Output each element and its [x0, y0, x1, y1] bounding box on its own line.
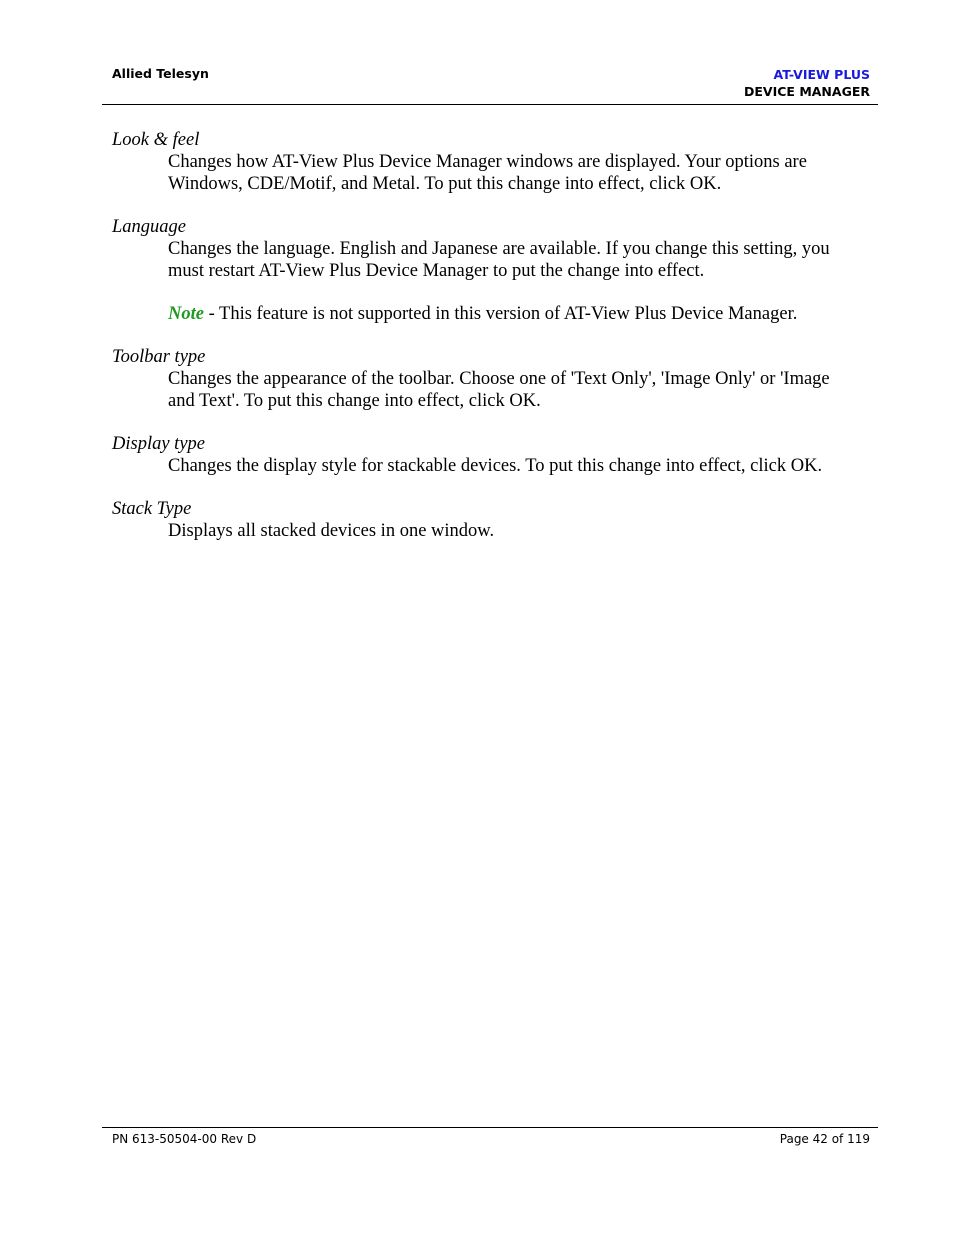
entry-definition-line: Displays all stacked devices in one window. — [168, 521, 495, 541]
entry-definition-line: Changes the language. English and Japanese are available. If you change this setting, you — [168, 239, 830, 259]
entry-language — [112, 216, 852, 325]
entry-term: Stack Type — [112, 499, 192, 519]
product-name: AT-VIEW PLUS — [773, 67, 870, 82]
entry-term: Look & feel — [112, 130, 200, 150]
entry-definition-line: Changes how AT-View Plus Device Manager windows are displayed. Your options are — [168, 152, 807, 172]
header-title-block — [744, 66, 870, 100]
entry-look-and-feel — [112, 129, 852, 195]
document-body — [112, 129, 852, 563]
entry-term: Display type — [112, 434, 205, 454]
header-divider — [102, 104, 878, 105]
company-name: Allied Telesyn — [112, 66, 209, 81]
entry-definition-line: must restart AT-View Plus Device Manager to put the change into effect. — [168, 261, 705, 281]
entry-definition-line: Changes the appearance of the toolbar. Choose one of 'Text Only', 'Image Only' or 'Image — [168, 369, 830, 389]
note-text: - This feature is not supported in this version of AT-View Plus Device Manager. — [203, 304, 798, 324]
footer-divider — [102, 1127, 878, 1128]
note-paragraph — [168, 303, 852, 325]
entry-term: Language — [112, 217, 186, 237]
entry-definition-line: Windows, CDE/Motif, and Metal. To put this change into effect, click OK. — [168, 174, 722, 194]
entry-display-type — [112, 433, 852, 477]
note-label: Note — [168, 304, 204, 324]
part-number: PN 613-50504-00 Rev D — [112, 1132, 257, 1146]
entry-toolbar-type — [112, 346, 852, 412]
page-number: Page 42 of 119 — [779, 1132, 870, 1146]
entry-stack-type — [112, 498, 852, 542]
module-name: DEVICE MANAGER — [744, 84, 870, 99]
entry-definition-line: Changes the display style for stackable devices. To put this change into effect, click OK. — [168, 456, 823, 476]
entry-definition-line: and Text'. To put this change into effect, click OK. — [168, 391, 541, 411]
entry-term: Toolbar type — [112, 347, 206, 367]
